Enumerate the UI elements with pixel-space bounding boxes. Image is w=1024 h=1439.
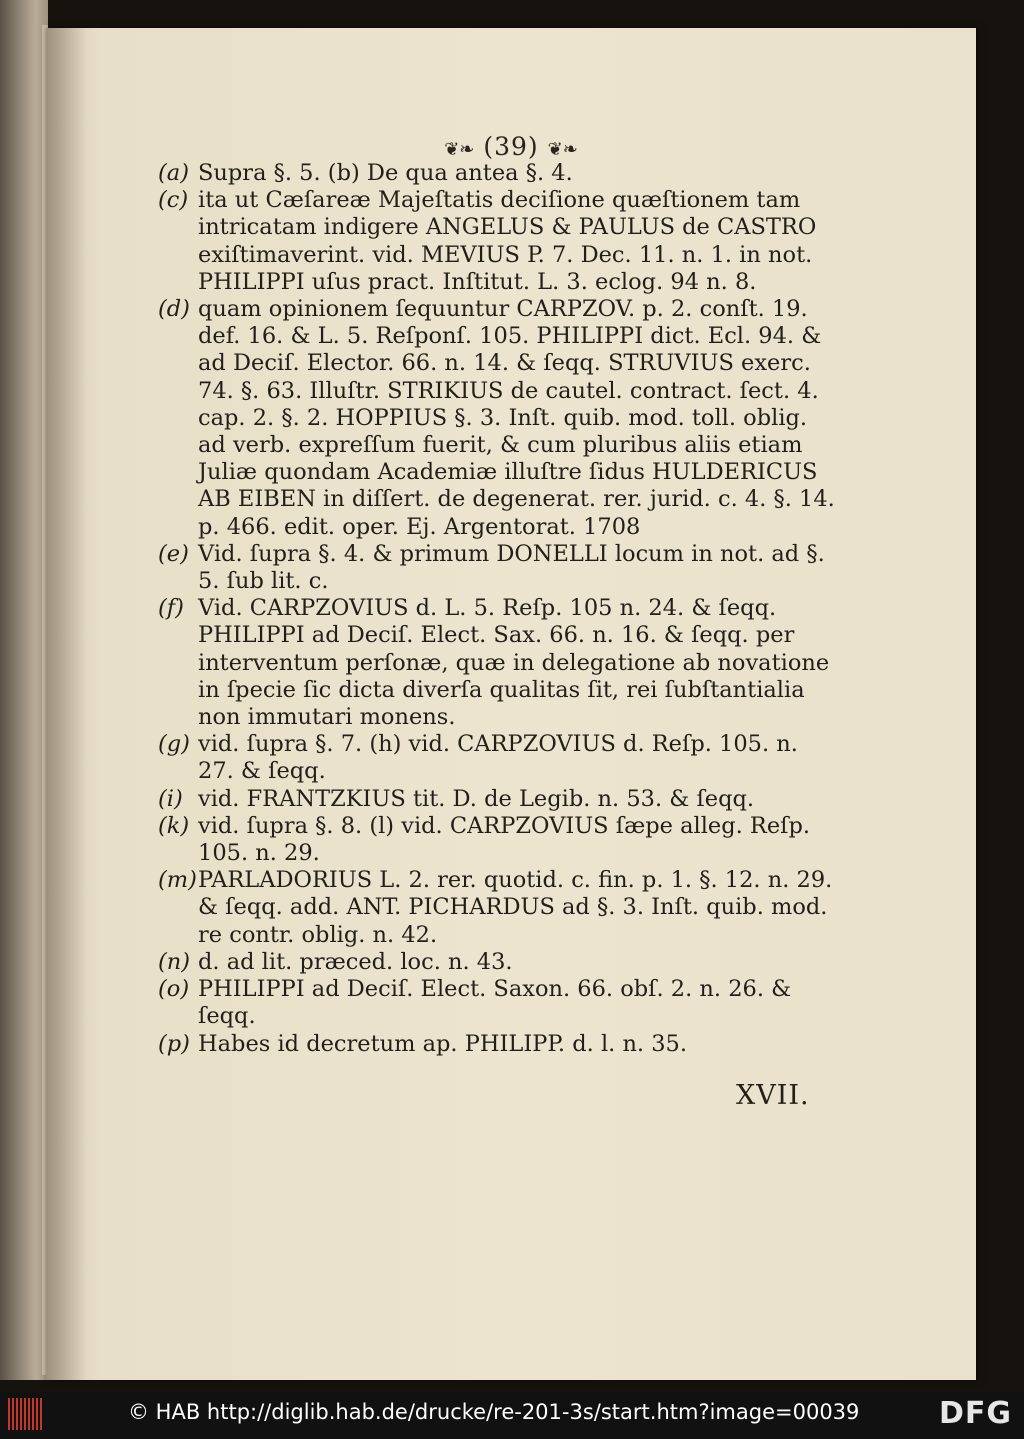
footnote-g [158,731,838,785]
footnote-f [158,595,838,731]
footnote-label: (g) [158,731,190,758]
footnote-label: (n) [158,948,191,975]
footnote-label: (e) [158,540,189,567]
footnote-text: Vid. CARPZOVIUS d. L. 5. Reſp. 105 n. 24. & ſeqq. PHILIPPI ad Deciſ. Elect. Sax. 66. n. 16. & ſeqq. per interventum perſonæ, quæ in delegatione ab novatione in ſpecie ſic dicta diverſa qualitas ſit, rei ſubſtantialia non immutari monens. [198,595,830,731]
footnote-o [158,976,838,1030]
footnote-label: (p) [158,1030,190,1057]
footnote-text: quam opinionem ſequuntur CARPZOV. p. 2. conſt. 19. def. 16. & L. 5. Reſponſ. 105. PHILIPPI dict. Ecl. 94. & ad Deciſ. Elector. 66. n. 14. & ſeqq. STRUVIUS exerc. 74. §. 63. Illuſtr. STRIKIUS de cautel. contract. ſect. 4. cap. 2. §. 2. HOPPIUS §. 3. Inſt. quib. mod. toll. oblig. ad verb. expreſſum fuerit, & cum pluribus aliis etiam Juliæ quondam Academiæ illuſtre ſidus HULDERICUS AB EIBEN in diſſert. de degenerat. rer. jurid. c. 4. §. 14. p. 466. edit. oper. Ej. Argentorat. 1708 [198,296,835,540]
header-ornament-right: ❦❧ [547,139,578,160]
footnote-text: Supra §. 5. (b) De qua antea §. 4. [198,160,573,186]
footnote-text: vid. FRANTZKIUS tit. D. de Legib. n. 53. & ſeqq. [198,785,755,812]
footnote-label: (d) [158,296,190,323]
dfg-logo: DFG [938,1396,1012,1431]
footnote-label: (c) [158,187,189,214]
footnote-text: PHILIPPI ad Deciſ. Elect. Saxon. 66. obſ. 2. n. 26. & ſeqq. [198,976,792,1030]
footnote-label: (i) [158,785,183,812]
header-ornament-left: ❦❧ [444,139,475,160]
footnote-text: vid. ſupra §. 8. (l) vid. CARPZOVIUS ſæpe alleg. Reſp. 105. n. 29. [198,812,811,867]
footnote-label: (f) [158,595,184,622]
footnote-text: Habes id decretum ap. PHILIPP. d. l. n. 35. [198,1030,688,1057]
footnote-i [158,786,838,813]
footnote-a [158,160,838,187]
barcode-icon [8,1398,42,1430]
adjacent-book-edge [0,0,48,1380]
footnote-label: (m) [158,867,197,894]
footnote-text: d. ad lit. præced. loc. n. 43. [198,948,513,975]
catchword: XVII. [736,1080,810,1111]
page-number: (39) [483,132,539,161]
footnote-n [158,949,838,976]
book-page [46,28,976,1380]
footnote-k [158,813,838,867]
footnote-e [158,541,838,595]
footnote-text: Vid. ſupra §. 4. & primum DONELLI locum in not. ad §. 5. ſub lit. c. [198,540,825,595]
footnote-c [158,187,838,296]
footnote-text: ita ut Cæſareæ Majeſtatis deciſione quæſtionem tam intricatam indigere ANGELUS & PAULUS de CASTRO exiſtimaverint. vid. MEVIUS P. 7. Dec. 11. n. 1. in not. PHILIPPI uſus pract. Inſtitut. L. 3. eclog. 94 n. 8. [198,187,817,295]
footnote-text: PARLADORIUS L. 2. rer. quotid. c. fin. p. 1. §. 12. n. 29. & ſeqq. add. ANT. PICHARDUS ad §. 3. Inſt. quib. mod. re contr. oblig. n. 42. [198,867,833,948]
footnote-p [158,1031,838,1058]
footnote-label: (k) [158,812,190,839]
page-header [46,132,976,161]
copyright-link[interactable]: © HAB http://diglib.hab.de/drucke/re-201-3s/start.htm?image=00039 [128,1400,860,1424]
footnote-text: vid. ſupra §. 7. (h) vid. CARPZOVIUS d. Reſp. 105. n. 27. & ſeqq. [198,731,798,785]
spine-shadow [46,28,86,1380]
footnote-label: (a) [158,160,189,186]
footnotes-block [158,160,838,1058]
viewer-footer-bar [0,1392,1024,1439]
footnote-d [158,296,838,541]
footnote-m [158,867,838,949]
footnote-label: (o) [158,976,190,1003]
